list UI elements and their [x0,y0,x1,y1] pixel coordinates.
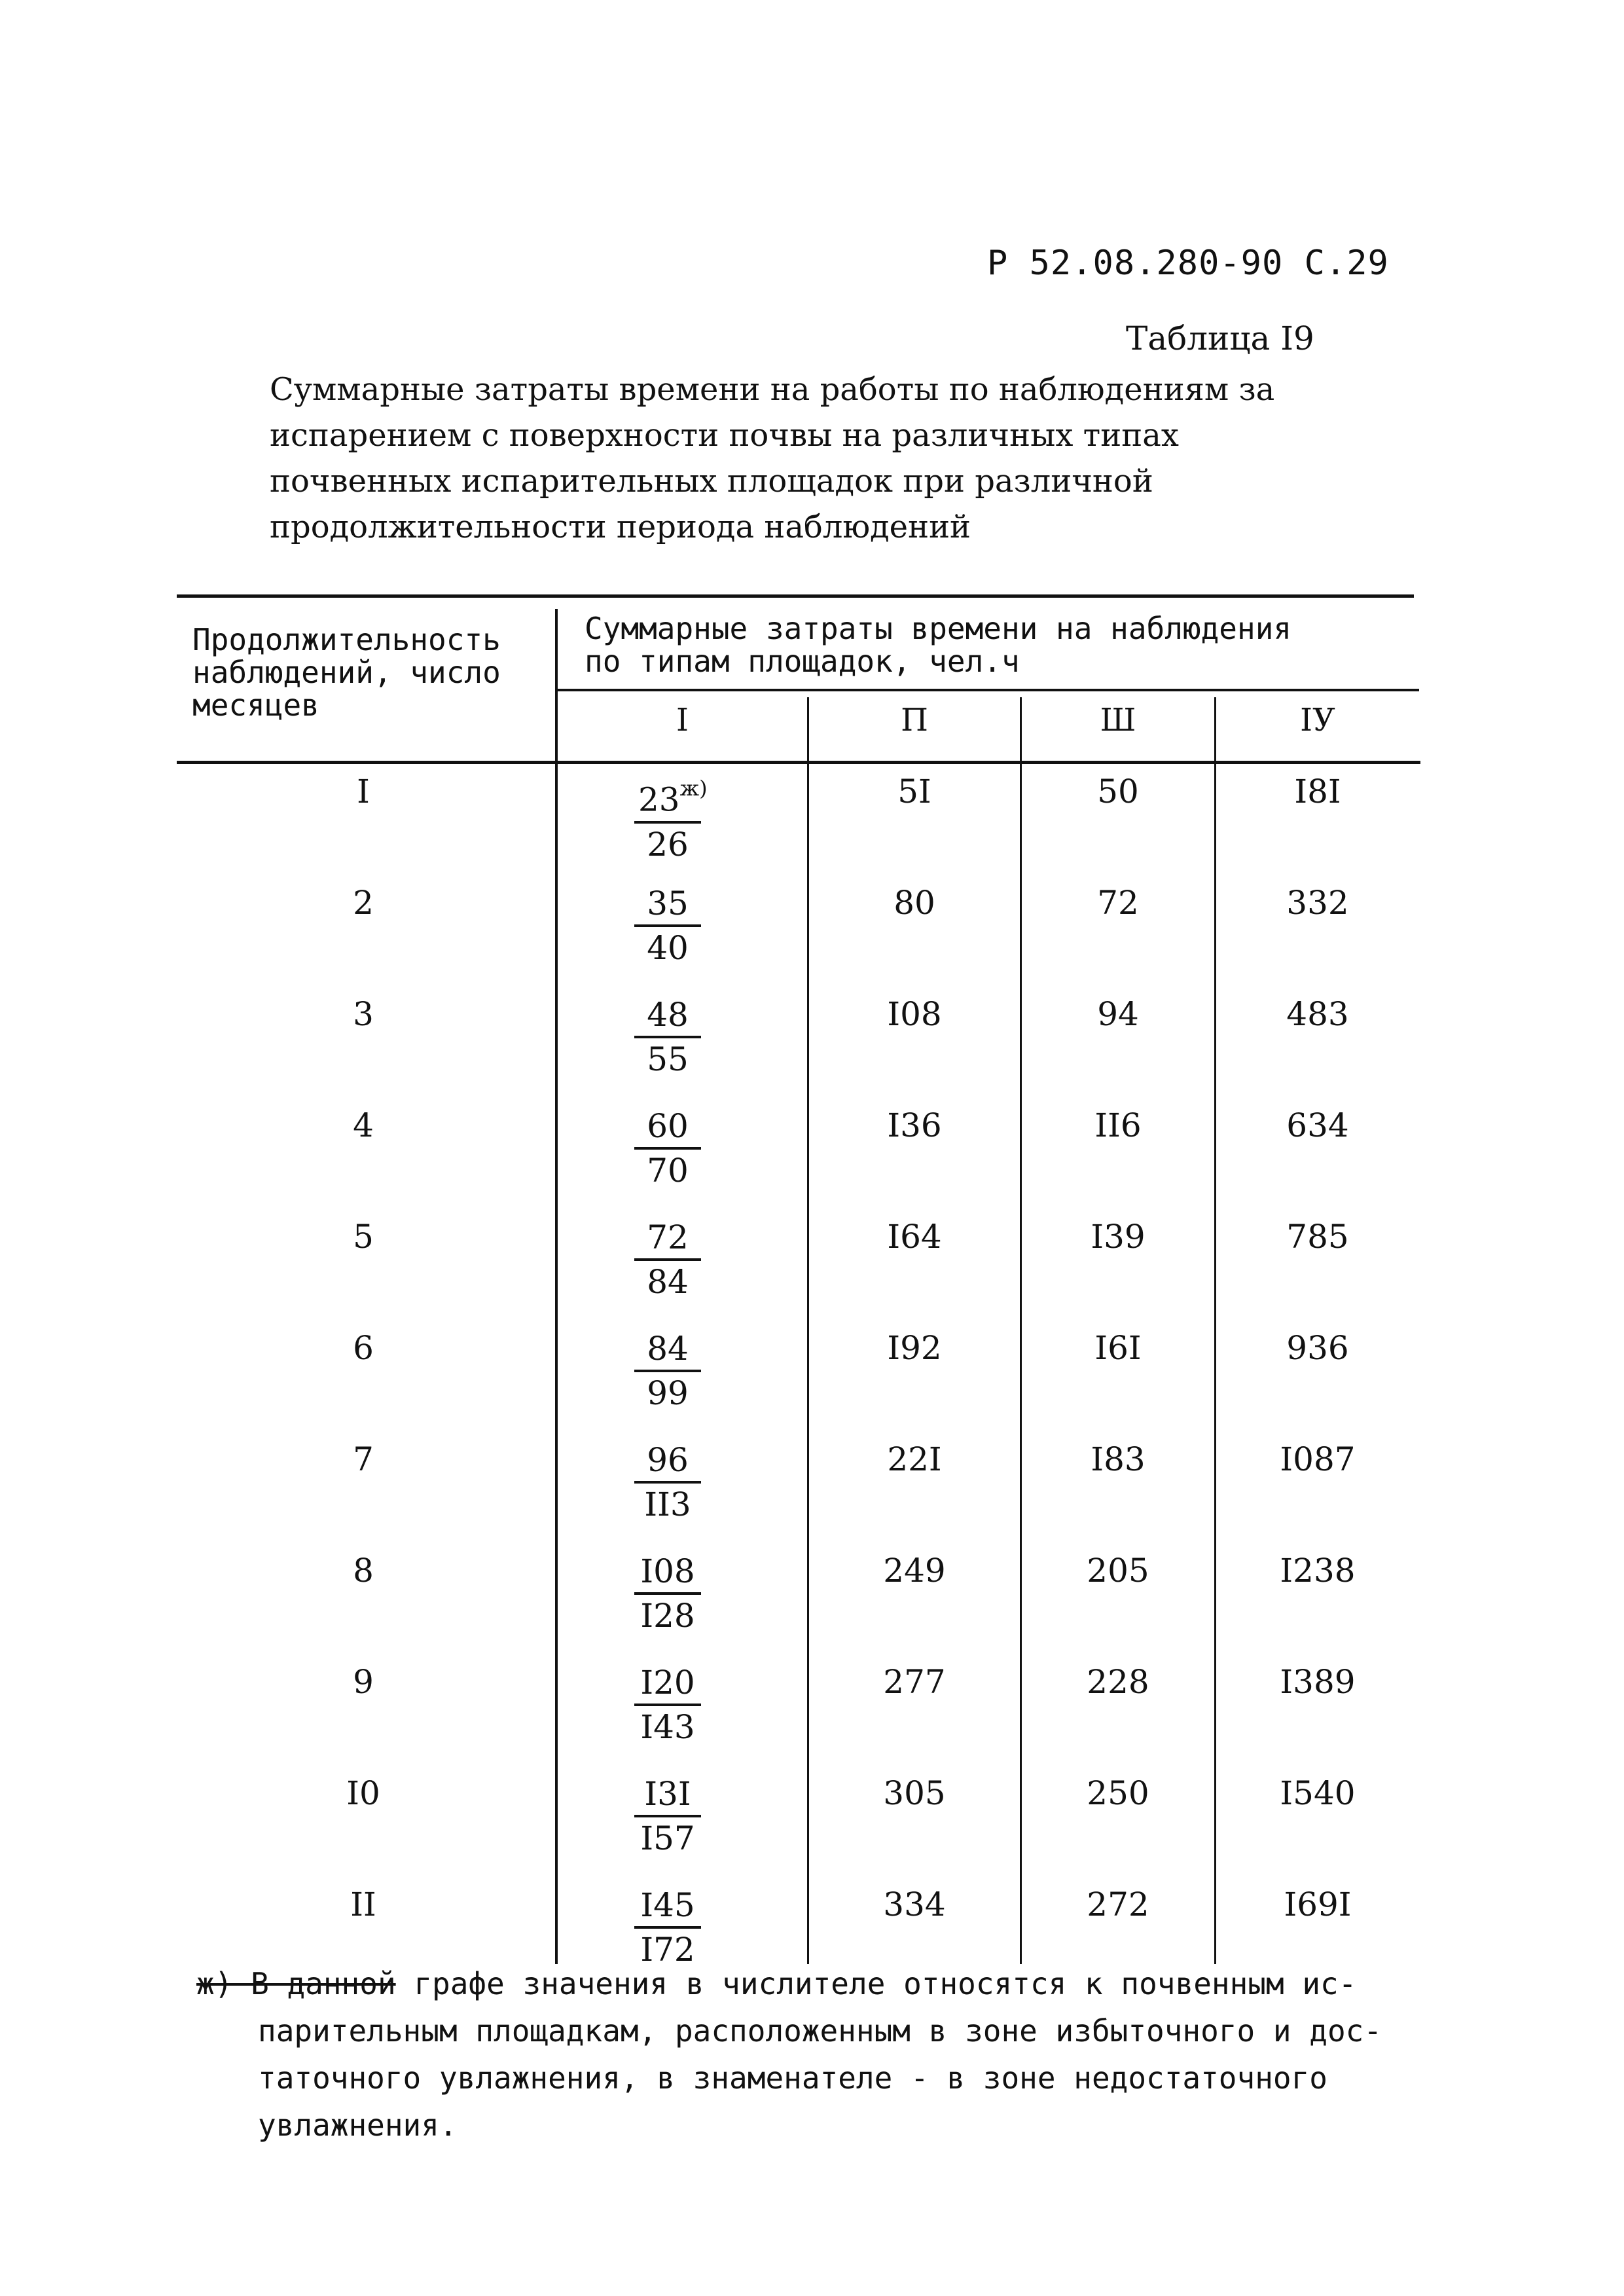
fraction-numerator: 72 [634,1218,701,1261]
months-cell: 6 [353,1329,374,1367]
fraction-cell [622,1440,713,1525]
footnote [196,1960,1479,2149]
footnote-marker: ж) В данной [196,1966,396,2001]
fraction-cell [622,1218,713,1303]
months-cell: 5 [353,1218,374,1256]
value-cell-col2: 22I [887,1440,942,1478]
value-cell-col2: 334 [883,1886,946,1923]
fraction-numerator: I20 [634,1663,701,1706]
value-cell-col2: 80 [893,884,935,922]
column-header-3: Ш [1100,702,1136,738]
fraction-denominator: I57 [640,1819,695,1857]
value-cell-col4: I69I [1284,1886,1352,1923]
fraction-denominator: 26 [647,825,689,864]
fraction-cell [622,995,713,1080]
column-header-4: IУ [1300,702,1335,738]
fraction-denominator: 55 [647,1040,689,1078]
value-cell-col3: II6 [1094,1106,1142,1144]
fraction-denominator: I72 [640,1931,695,1969]
footnote-line1: графе значения в числителе относятся к почвенным ис- [395,1966,1357,2001]
value-cell-col3: I39 [1091,1218,1146,1256]
value-cell-col3: 205 [1087,1552,1149,1590]
fraction-cell [622,1774,713,1859]
value-cell-col4: 483 [1286,995,1349,1033]
fraction-denominator: 70 [647,1152,689,1190]
fraction-numerator: I08 [634,1552,701,1595]
header-bottom-rule [177,761,1420,764]
group-header-rule [555,689,1419,691]
value-cell-col4: 332 [1286,884,1349,922]
value-cell-col2: 249 [883,1552,946,1590]
value-cell-col2: 5I [897,773,931,811]
table-caption: Суммарные затраты времени на работы по наблюдениям за испарением с поверхности почвы на различных типах почвенных испарительных площадок при различной продолжительности периода наблюдений [270,371,1275,545]
value-cell-col2: I92 [887,1329,942,1367]
value-cell-col2: I36 [887,1106,942,1144]
value-cell-col2: 305 [883,1774,946,1812]
value-cell-col2: I08 [887,995,942,1033]
value-cell-col4: I8I [1294,773,1341,811]
fraction-denominator: 99 [647,1374,689,1412]
months-cell: 3 [353,995,374,1033]
value-cell-col2: 277 [883,1663,946,1701]
footnote-line2: парительным площадкам, расположенным в зоне избыточного и дос- [258,2013,1382,2049]
fraction-denominator: I43 [640,1708,695,1746]
fraction-cell [622,1106,713,1192]
fraction-cell [622,1663,713,1748]
value-cell-col3: I83 [1091,1440,1146,1478]
fraction-cell [622,1886,713,1971]
fraction-cell [622,884,713,969]
months-cell: 4 [353,1106,374,1144]
value-cell-col3: 72 [1097,884,1139,922]
value-cell-col4: I540 [1280,1774,1356,1812]
value-cell-col3: 50 [1097,773,1139,811]
value-cell-col3: 272 [1087,1886,1149,1923]
row-header: Продолжительность наблюдений, число месяцев [192,622,501,723]
document-id: Р 52.08.280-90 С.29 [987,244,1389,283]
column-divider-0 [555,609,558,1964]
months-cell: II [350,1886,376,1923]
column-header-2: П [901,702,928,738]
footnote-line3: таточного увлажнения, в знаменателе - в зоне недостаточного увлажнения. [258,2060,1327,2143]
months-cell: 2 [353,884,374,922]
fraction-numerator: 35 [634,884,701,927]
value-cell-col2: I64 [887,1218,942,1256]
value-cell-col3: 228 [1087,1663,1149,1701]
value-cell-col4: 785 [1286,1218,1349,1256]
footnote-reference: ж) [679,776,708,801]
months-cell: 7 [353,1440,374,1478]
value-cell-col4: 936 [1286,1329,1349,1367]
table-top-rule [177,594,1414,598]
months-cell: 9 [353,1663,374,1701]
fraction-numerator: I3I [634,1774,701,1817]
value-cell-col3: 250 [1087,1774,1149,1812]
value-cell-col3: 94 [1097,995,1139,1033]
fraction-denominator: 40 [647,929,689,967]
months-cell: I [357,773,370,811]
fraction-cell [622,773,713,866]
value-cell-col4: I238 [1280,1552,1356,1590]
fraction-numerator: $23^{ж)}$ [634,773,701,824]
fraction-numerator: 84 [634,1329,701,1372]
fraction-numerator: 60 [634,1106,701,1150]
table-number: Таблица I9 [1126,319,1314,357]
fraction-numerator: 48 [634,995,701,1038]
value-cell-col4: 634 [1286,1106,1349,1144]
group-header: Суммарные затраты времени на наблюдения по типам площадок, чел.ч [585,611,1292,679]
column-header-1: I [676,702,689,738]
fraction-cell [622,1552,713,1637]
fraction-numerator: I45 [634,1886,701,1929]
value-cell-col4: I389 [1280,1663,1356,1701]
fraction-cell [622,1329,713,1414]
fraction-numerator: 96 [634,1440,701,1484]
fraction-denominator: I28 [640,1597,695,1635]
value-cell-col4: I087 [1280,1440,1356,1478]
fraction-denominator: 84 [647,1263,689,1301]
months-cell: I0 [346,1774,380,1812]
months-cell: 8 [353,1552,374,1590]
fraction-denominator: II3 [644,1485,691,1523]
value-cell-col3: I6I [1094,1329,1142,1367]
